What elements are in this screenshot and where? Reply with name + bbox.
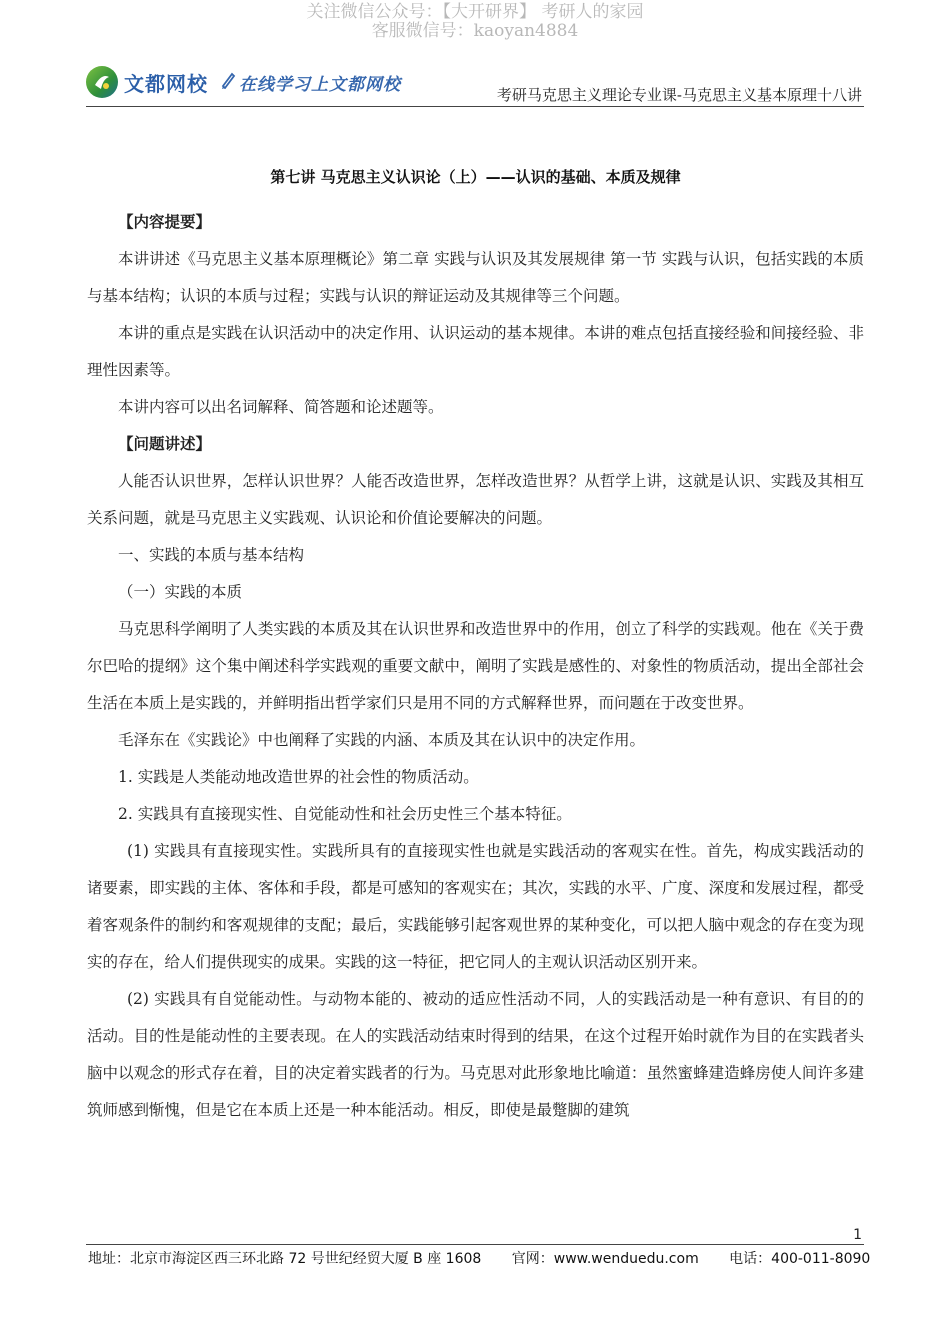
outline-subheading: （一）实践的本质 — [118, 583, 243, 601]
slogan — [220, 70, 401, 95]
footer-website: 官网：www.wenduedu.com — [511, 1251, 699, 1267]
header-divider — [86, 106, 864, 107]
lecture-title: 第七讲 马克思主义认识论（上）——认识的基础、本质及规律 — [270, 168, 681, 186]
slogan-text: 在线学习上文都网校 — [239, 74, 401, 95]
footer-address: 地址：北京市海淀区西三环北路 72 号世纪经贸大厦 B 座 1608 — [88, 1251, 482, 1267]
watermark-line-1: 关注微信公众号：【大开研界】 考研人的家园 — [306, 2, 644, 22]
document-body — [87, 166, 864, 1129]
paragraph: 本讲的重点是实践在认识活动中的决定作用、认识运动的基本规律。本讲的难点包括直接经验和间接经验、非理性因素等。 — [87, 324, 864, 379]
section-heading-discussion: 【问题讲述】 — [118, 435, 212, 453]
page-number: 1 — [853, 1227, 862, 1243]
header-logo — [86, 64, 401, 100]
footer-phone: 电话：400-011-8090 — [729, 1251, 871, 1267]
logo-name: 文都网校 — [124, 71, 208, 96]
numbered-point: 1. 实践是人类能动地改造世界的社会性的物质活动。 — [118, 768, 479, 786]
numbered-point: 2. 实践具有直接现实性、自觉能动性和社会历史性三个基本特征。 — [118, 805, 572, 823]
pen-icon — [220, 71, 236, 93]
outline-heading: 一、实践的本质与基本结构 — [118, 546, 305, 564]
paragraph: 本讲讲述《马克思主义基本原理概论》第二章 实践与认识及其发展规律 第一节 实践与认识，包括实践的本质与基本结构；认识的本质与过程；实践与认识的辩证运动及其规律等三个问题。 — [87, 250, 864, 305]
paragraph: 马克思科学阐明了人类实践的本质及其在认识世界和改造世界中的作用，创立了科学的实践观。他在《关于费尔巴哈的提纲》这个集中阐述科学实践观的重要文献中，阐明了实践是感性的、对象性的物质活动，提出全部社会生活在本质上是实践的，并鲜明指出哲学家们只是用不同的方式解释世界，而问题在于改变世界。 — [87, 620, 864, 712]
course-title: 考研马克思主义理论专业课-马克思主义基本原理十八讲 — [496, 86, 862, 104]
sub-point: (2) 实践具有自觉能动性。与动物本能的、被动的适应性活动不同，人的实践活动是一种有意识、有目的的活动。目的性是能动性的主要表现。在人的实践活动结束时得到的结果，在这个过程开始时就作为目的在实践者头脑中以观念的形式存在着，目的决定着实践者的行为。马克思对此形象地比喻道：虽然蜜蜂建造蜂房使人间许多建筑师感到惭愧，但是它在本质上还是一种本能活动。相反，即使是最蹩脚的建筑 — [87, 990, 864, 1119]
section-heading-summary: 【内容提要】 — [118, 213, 212, 231]
sub-point: (1) 实践具有直接现实性。实践所具有的直接现实性也就是实践活动的客观实在性。首先，构成实践活动的诸要素，即实践的主体、客体和手段，都是可感知的客观实在；其次，实践的水平、广度、深度和发展过程，都受着客观条件的制约和客观规律的支配；最后，实践能够引起客观世界的某种变化，可以把人脑中观念的存在变为现实的存在，给人们提供现实的成果。实践的这一特征，把它同人的主观认识活动区别开来。 — [87, 842, 864, 971]
paragraph: 毛泽东在《实践论》中也阐释了实践的内涵、本质及其在认识中的决定作用。 — [118, 731, 646, 749]
wendu-logo-icon — [86, 66, 118, 98]
footer — [88, 1248, 896, 1268]
paragraph: 人能否认识世界，怎样认识世界？人能否改造世界，怎样改造世界？从哲学上讲，这就是认识、实践及其相互关系问题，就是马克思主义实践观、认识论和价值论要解决的问题。 — [87, 472, 864, 527]
footer-divider — [86, 1244, 864, 1245]
paragraph: 本讲内容可以出名词解释、简答题和论述题等。 — [118, 398, 444, 416]
watermark-line-2: 客服微信号：kaoyan4884 — [371, 21, 579, 41]
